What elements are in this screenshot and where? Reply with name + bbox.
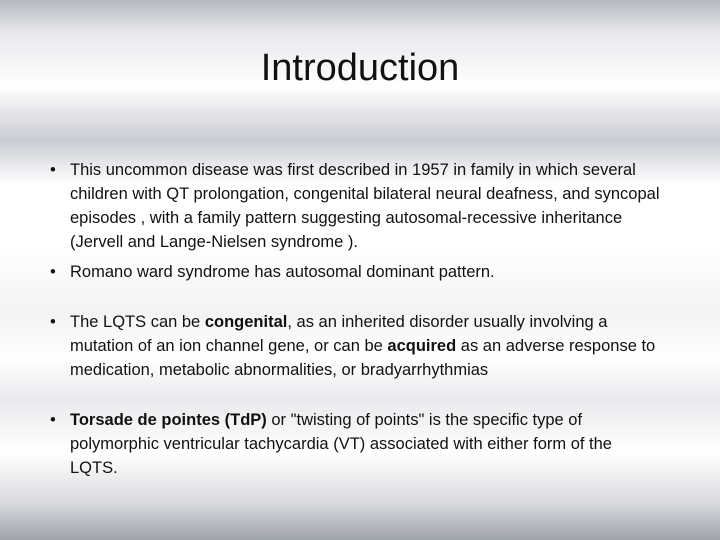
- bullet-list: [50, 158, 662, 480]
- bullet-text: Torsade de pointes (TdP) or "twisting of points" is the specific type of polymorphic ventricular tachycardia (VT) associated with either form of the LQTS.: [70, 411, 612, 477]
- bullet-text: This uncommon disease was first described in 1957 in family in which several children with QT prolongation, congenital bilateral neural deafness, and syncopal episodes , with a family pattern suggesting autosomal-recessive inheritance (Jervell and Lange-Nielsen syndrome ).: [70, 161, 660, 251]
- bullet-text: Romano ward syndrome has autosomal dominant pattern.: [70, 263, 495, 281]
- bold-torsade: Torsade de pointes (TdP): [70, 411, 267, 429]
- slide-title: Introduction: [260, 47, 460, 89]
- bullet-marker: •: [50, 263, 56, 281]
- bullet-item-lqts-types: [50, 310, 662, 382]
- bullet-marker: •: [50, 313, 56, 331]
- bold-acquired: acquired: [387, 337, 457, 355]
- bullet-item-torsade: [50, 408, 662, 480]
- bold-congenital: congenital: [204, 313, 288, 331]
- bullet-item-history: [50, 158, 662, 254]
- bullet-marker: •: [50, 161, 56, 179]
- bullet-item-romano-ward: [50, 260, 662, 284]
- bullet-text: The LQTS can be congenital, as an inherited disorder usually involving a mutation of an ion channel gene, or can be acquired as an adverse response to medication, metabolic abnormalities, or bradyarrhythmias: [70, 313, 656, 379]
- bullet-marker: •: [50, 411, 56, 429]
